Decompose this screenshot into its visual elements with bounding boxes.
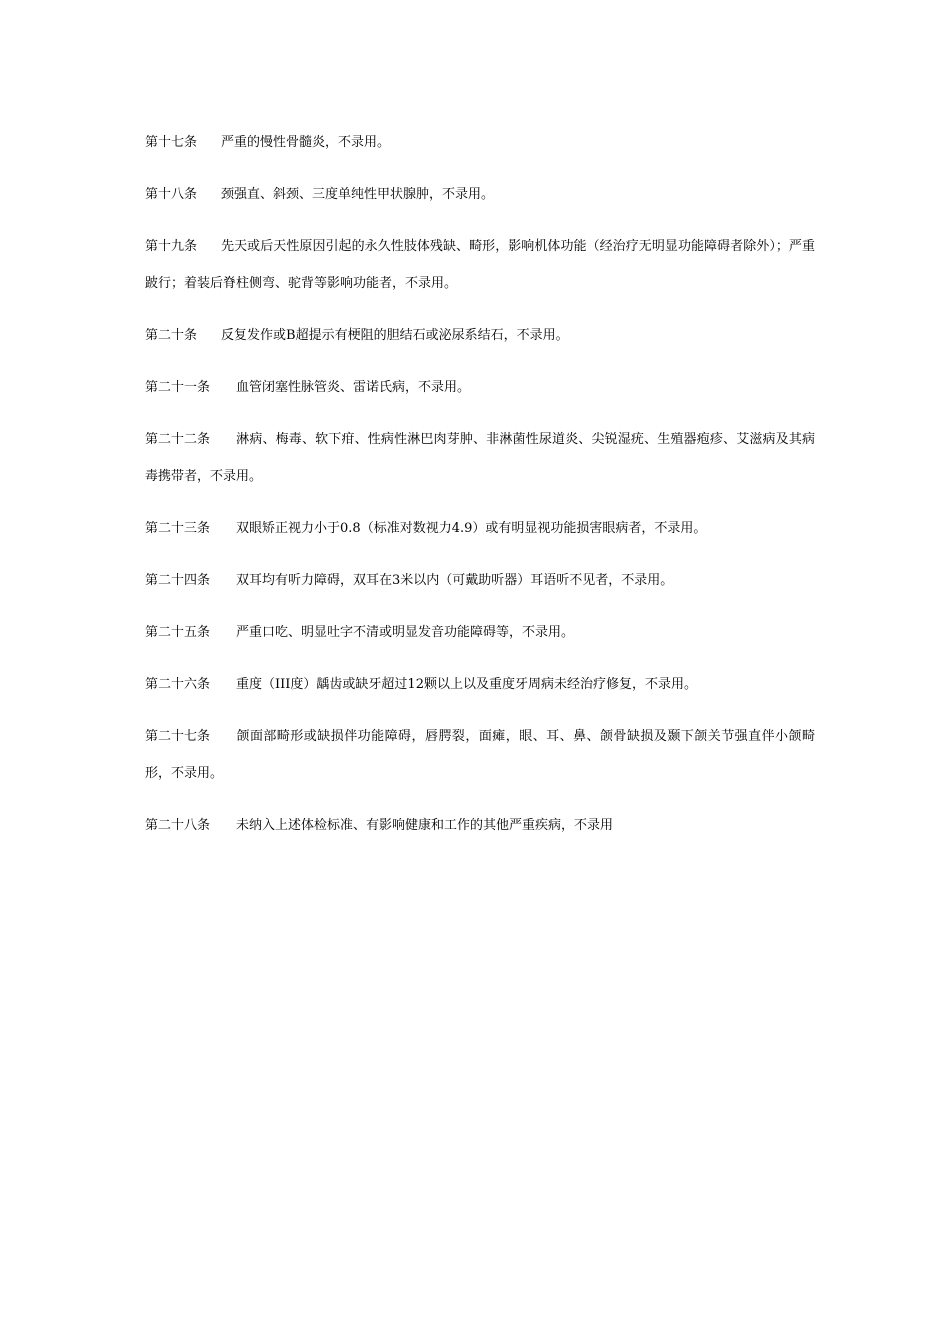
article-text: 淋病、梅毒、软下疳、性病性淋巴肉芽肿、非淋菌性尿道炎、尖锐湿疣、生殖器疱疹、艾滋病及其病毒携带者，不录用。: [145, 432, 815, 484]
article-23: [145, 510, 815, 547]
article-number: 第十八条: [145, 187, 198, 202]
article-text: 严重口吃、明显吐字不清或明显发音功能障碍等，不录用。: [236, 625, 575, 640]
article-text: 颈强直、斜颈、三度单纯性甲状腺肿，不录用。: [221, 187, 495, 202]
article-number: 第二十四条: [145, 573, 211, 588]
article-number: 第二十条: [145, 328, 198, 343]
article-24: [145, 562, 815, 599]
article-text: 先天或后天性原因引起的永久性肢体残缺、畸形，影响机体功能（经治疗无明显功能障碍者除外）；严重跛行；着装后脊柱侧弯、驼背等影响功能者，不录用。: [145, 239, 815, 291]
article-number: 第二十一条: [145, 380, 211, 395]
article-20: [145, 317, 815, 354]
article-number: 第二十二条: [145, 432, 211, 447]
article-text: 双耳均有听力障碍，双耳在3米以内（可戴助听器）耳语听不见者，不录用。: [236, 573, 674, 588]
article-26: [145, 666, 815, 703]
article-27: [145, 718, 815, 792]
article-21: [145, 369, 815, 406]
article-text: 反复发作或B超提示有梗阻的胆结石或泌尿系结石，不录用。: [221, 328, 569, 343]
article-18: [145, 176, 815, 213]
article-text: 颌面部畸形或缺损伴功能障碍，唇腭裂，面瘫，眼、耳、鼻、颌骨缺损及颞下颌关节强直伴小颌畸形，不录用。: [145, 729, 815, 781]
article-text: 未纳入上述体检标准、有影响健康和工作的其他严重疾病，不录用: [236, 818, 614, 833]
article-number: 第十七条: [145, 135, 198, 150]
article-number: 第十九条: [145, 239, 198, 254]
article-19: [145, 228, 815, 302]
article-text: 严重的慢性骨髓炎，不录用。: [221, 135, 391, 150]
article-number: 第二十七条: [145, 729, 211, 744]
article-text: 重度（III度）龋齿或缺牙超过12颗以上以及重度牙周病未经治疗修复，不录用。: [236, 677, 697, 692]
article-text: 血管闭塞性脉管炎、雷诺氏病，不录用。: [236, 380, 471, 395]
article-25: [145, 614, 815, 651]
article-number: 第二十六条: [145, 677, 211, 692]
article-number: 第二十八条: [145, 818, 211, 833]
article-17: [145, 124, 815, 161]
article-number: 第二十三条: [145, 521, 211, 536]
article-number: 第二十五条: [145, 625, 211, 640]
article-list: [145, 124, 815, 859]
article-28: [145, 807, 815, 844]
article-22: [145, 421, 815, 495]
article-text: 双眼矫正视力小于0.8（标准对数视力4.9）或有明显视功能损害眼病者，不录用。: [236, 521, 707, 536]
